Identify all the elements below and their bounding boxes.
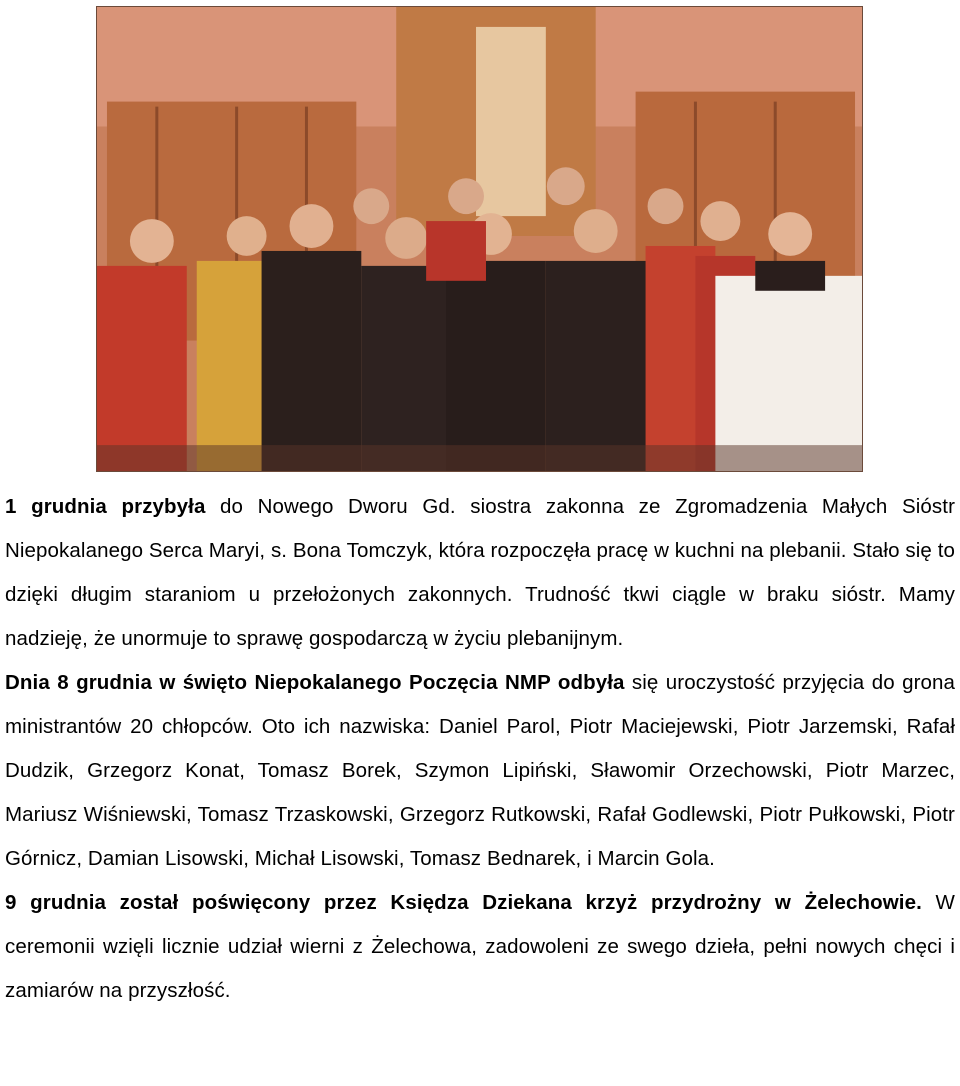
group-photo bbox=[96, 6, 863, 472]
paragraph-body: się uroczystość przyjęcia do grona ministrantów 20 chłopców. Oto ich nazwiska: Daniel Parol, Piotr Maciejewski, Piotr Jarzemski, Rafał Dudzik, Grzegorz Konat, Tomasz Borek, Szymon Lipiński, Sławomir Orzechowski, Piotr Marzec, Mariusz Wiśniewski, Tomasz Trzaskowski, Grzegorz Rutkowski, Rafał Godlewski, Piotr Pułkowski, Piotr Górnicz, Damian Lisowski, Michał Lisowski, Tomasz Bednarek, i Marcin Gola. bbox=[5, 671, 956, 870]
paragraph-lead: 9 grudnia został poświęcony przez Księdza Dziekana krzyż przydrożny w Żelechowie. bbox=[5, 891, 922, 914]
paragraph-lead: 1 grudnia przybyła bbox=[5, 495, 206, 518]
paragraph-ministry-sister bbox=[5, 485, 955, 661]
paragraph-body: W ceremonii wzięli licznie udział wierni z Żelechowa, zadowoleni ze swego dzieła, pełni nowych chęci i zamiarów na przyszłość. bbox=[5, 891, 955, 1002]
article-text bbox=[5, 485, 955, 1013]
group-photo-icon bbox=[97, 7, 862, 471]
paragraph-roadside-cross bbox=[5, 881, 955, 1013]
paragraph-altar-servers bbox=[5, 661, 955, 881]
paragraph-lead: Dnia 8 grudnia w święto Niepokalanego Poczęcia NMP odbyła bbox=[5, 671, 625, 694]
paragraph-body: do Nowego Dworu Gd. siostra zakonna ze Zgromadzenia Małych Sióstr Niepokalanego Serca Maryi, s. Bona Tomczyk, która rozpoczęła pracę w kuchni na plebanii. Stało się to dzięki długim staraniom u przełożonych zakonnych. Trudność tkwi ciągle w braku sióstr. Mamy nadzieję, że unormuje to sprawę gospodarczą w życiu plebanijnym. bbox=[5, 495, 955, 650]
